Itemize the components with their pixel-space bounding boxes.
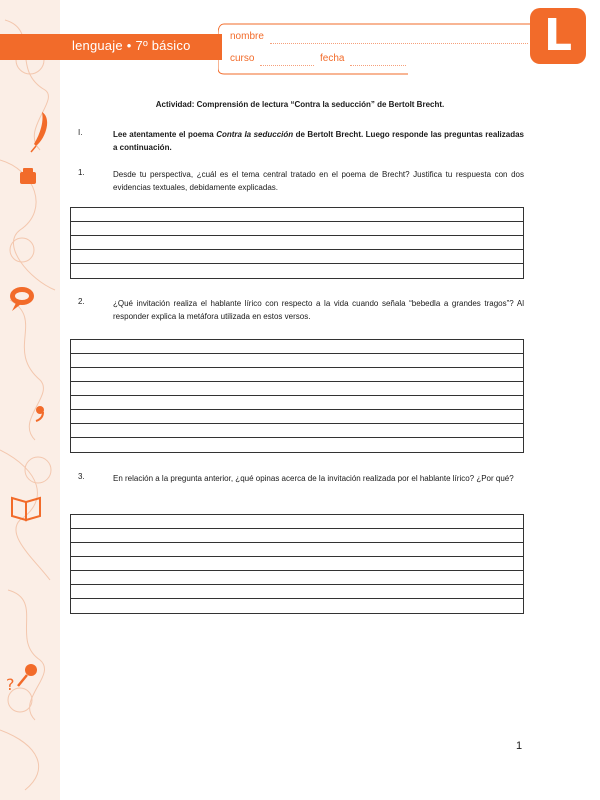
answer-line[interactable] [71,396,523,410]
answer-line[interactable] [71,382,523,396]
grade-label: 7º básico [135,38,191,53]
date-field[interactable] [350,64,406,66]
answer-line[interactable] [71,571,523,585]
answer-line[interactable] [71,543,523,557]
student-info-form [218,20,538,76]
answer-line[interactable] [71,529,523,543]
instruction-text [113,128,524,154]
answer-line[interactable] [71,208,523,222]
form-outline [218,20,538,76]
instruction-number: I. [78,128,83,137]
question-1-number: 1. [78,168,85,177]
answer-box-2[interactable] [70,339,524,453]
answer-line[interactable] [71,515,523,529]
jar-icon [20,168,36,184]
answer-line[interactable] [71,368,523,382]
answer-line[interactable] [71,340,523,354]
header-title [72,38,191,53]
instruction-text-before: Lee atentamente el poema [113,130,217,139]
question-2-number: 2. [78,297,85,306]
instruction-text-after: de Bertolt Brecht. Luego responde las preguntas realizadas a continuación. [113,130,524,152]
name-field[interactable] [270,42,528,44]
subject-logo [530,8,586,64]
logo-letter: L [543,10,573,61]
question-3-number: 3. [78,472,85,481]
question-3-text: En relación a la pregunta anterior, ¿qué opinas acerca de la invitación realizada por el hablante lírico? ¿Por qué? [113,474,514,483]
date-label: fecha [320,53,345,64]
course-field[interactable] [260,64,314,66]
name-label: nombre [230,31,264,42]
answer-line[interactable] [71,410,523,424]
microphone-icon [6,664,37,694]
course-label: curso [230,53,255,64]
svg-text:?: ? [6,675,15,694]
decorative-side-strip [0,0,60,800]
answer-box-1[interactable] [70,207,524,279]
answer-box-3[interactable] [70,514,524,614]
question-1-text: Desde tu perspectiva, ¿cuál es el tema central tratado en el poema de Brecht? Justifica tu respuesta con dos evidencias textuales, debidamente explicadas. [113,170,524,192]
question-2-text: ¿Qué invitación realiza el hablante lírico con respecto a la vida cuando señala “bebedla a grandes tragos”? Al responder explica la metáfora utilizada en estos versos. [113,299,524,321]
subject-label: lenguaje [72,38,123,53]
feather-icon [31,112,47,152]
answer-line[interactable] [71,250,523,264]
answer-line[interactable] [71,585,523,599]
poem-title: Contra la seducción [216,130,294,139]
comma-icon [36,406,44,421]
activity-title: Actividad: Comprensión de lectura “Contra la seducción” de Bertolt Brecht. [155,100,445,109]
answer-line[interactable] [71,424,523,438]
answer-line[interactable] [71,222,523,236]
page-number: 1 [516,740,523,752]
answer-line[interactable] [71,557,523,571]
speech-bubble-icon [10,287,34,311]
answer-line[interactable] [71,438,523,452]
answer-line[interactable] [71,264,523,278]
header-separator: • [126,38,132,53]
swirl-pattern [0,0,60,800]
answer-line[interactable] [71,354,523,368]
answer-line[interactable] [71,236,523,250]
answer-line[interactable] [71,599,523,613]
